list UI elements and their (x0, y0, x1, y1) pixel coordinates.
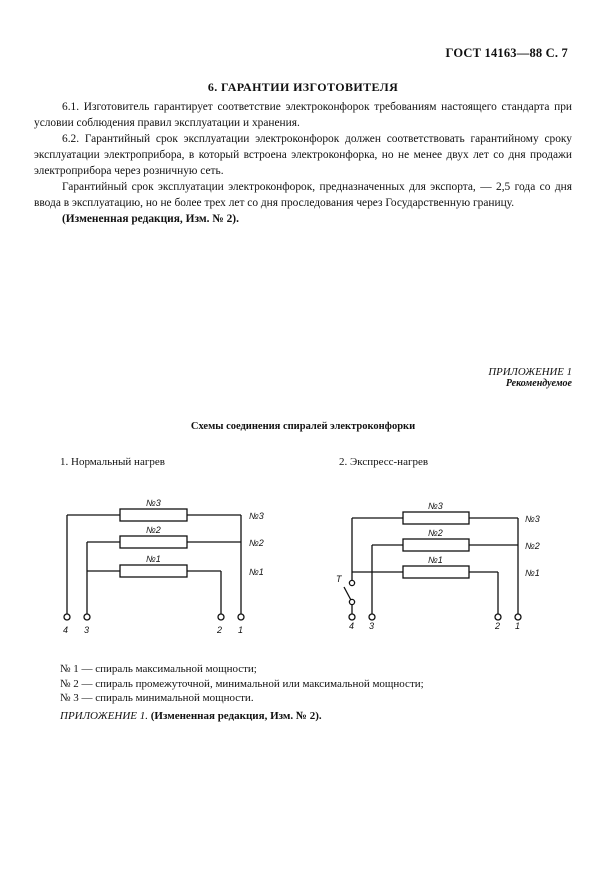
terminal-3 (84, 614, 90, 620)
terminal-2 (495, 614, 501, 620)
page-header: ГОСТ 14163—88 С. 7 (445, 46, 568, 60)
amendment-note: (Измененная редакция, Изм. № 2). (62, 213, 239, 225)
terminal-label-3: 3 (84, 625, 90, 635)
label-spiral-1-right: №1 (525, 568, 540, 578)
appendix-title: ПРИЛОЖЕНИЕ 1 (488, 366, 572, 378)
terminal-1 (515, 614, 521, 620)
terminal-label-4: 4 (63, 625, 69, 635)
label-spiral-3-right: №3 (525, 514, 540, 524)
label-spiral-2: №2 (428, 528, 443, 538)
terminal-label-1: 1 (238, 625, 244, 635)
section-title: 6. ГАРАНТИИ ИЗГОТОВИТЕЛЯ (207, 80, 399, 94)
legend-item: № 1 — спираль максимальной мощности; (60, 663, 257, 675)
paragraph-6-2: 6.2. Гарантийный срок эксплуатации электроконфорок должен соответствовать гарантийному сроку эксплуатации электроприбора, в который встроена электроконфорка, но не менее двух лет со дня продажи электроприбора через розничную сеть. (34, 133, 572, 177)
spiral-1-resistor (403, 566, 469, 578)
label-spiral-3: №3 (428, 501, 443, 511)
appendix-subtitle: Рекомендуемое (505, 378, 572, 389)
spiral-3-resistor (120, 509, 187, 521)
appendix-footer (60, 710, 322, 722)
terminal-4 (64, 614, 70, 620)
paragraph-export: Гарантийный срок эксплуатации электроконфорок, предназначенных для экспорта, — 2,5 года со дня ввода в эксплуатацию, но не более трех лет со дня проследования через Государственную границу. (34, 181, 572, 209)
terminal-3 (369, 614, 375, 620)
diagram-express-heating (336, 501, 540, 631)
diagram1-caption: 1. Нормальный нагрев (60, 456, 165, 468)
label-spiral-1-right: №1 (249, 567, 264, 577)
spiral-2-resistor (403, 539, 469, 551)
terminal-label-4: 4 (349, 621, 355, 631)
terminal-1 (238, 614, 244, 620)
label-switch-t: Т (336, 574, 342, 584)
paragraph-6-1: 6.1. Изготовитель гарантирует соответствие электроконфорок требованиям настоящего стандарта при условии соблюдения правил эксплуатации и хранения. (34, 101, 572, 129)
diagram-normal-heating (63, 498, 264, 635)
label-spiral-3: №3 (146, 498, 161, 508)
terminal-2 (218, 614, 224, 620)
switch-contact-top (349, 580, 354, 585)
switch-contact-bottom (349, 599, 354, 604)
label-spiral-1: №1 (428, 555, 443, 565)
label-spiral-3-right: №3 (249, 511, 264, 521)
scheme-title: Схемы соединения спиралей электроконфорки (190, 421, 416, 432)
legend-item: № 3 — спираль минимальной мощности. (60, 692, 254, 704)
terminal-label-3: 3 (369, 621, 375, 631)
spiral-legend (60, 662, 424, 706)
terminal-label-2: 2 (217, 625, 223, 635)
label-spiral-1: №1 (146, 554, 161, 564)
spiral-1-resistor (120, 565, 187, 577)
footer-appendix-label: ПРИЛОЖЕНИЕ 1. (60, 710, 148, 722)
label-spiral-2-right: №2 (249, 538, 264, 548)
spiral-2-resistor (120, 536, 187, 548)
terminal-label-2: 2 (495, 621, 501, 631)
spiral-3-resistor (403, 512, 469, 524)
label-spiral-2: №2 (146, 525, 161, 535)
footer-amendment-note: (Измененная редакция, Изм. № 2). (150, 710, 322, 722)
terminal-label-1: 1 (515, 621, 521, 631)
terminal-4 (349, 614, 355, 620)
legend-item: № 2 — спираль промежуточной, минимальной или максимальной мощности; (60, 677, 424, 690)
label-spiral-2-right: №2 (525, 541, 540, 551)
diagram2-caption: 2. Экспресс-нагрев (339, 456, 429, 468)
